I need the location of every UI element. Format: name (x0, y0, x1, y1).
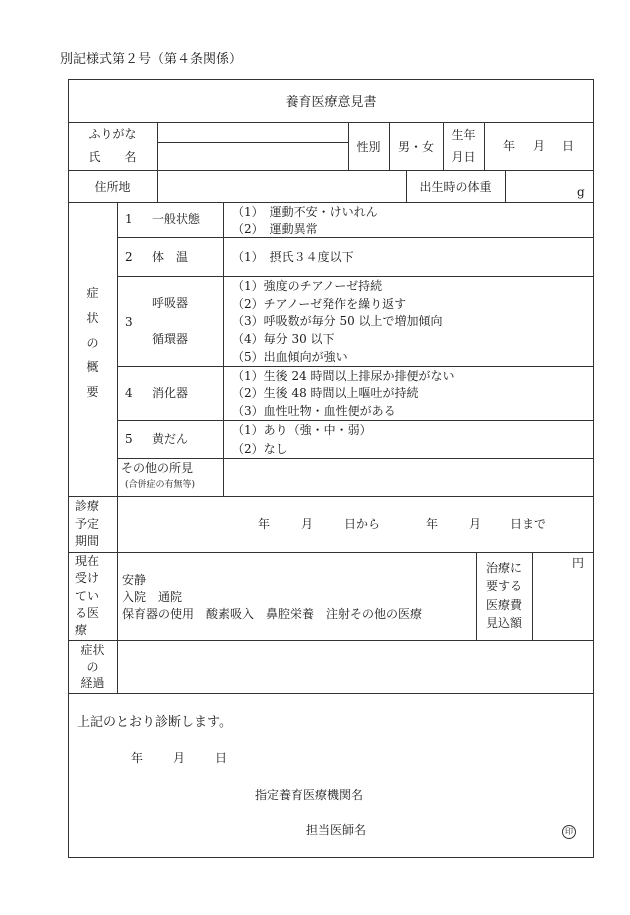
name-field[interactable] (158, 143, 347, 169)
name-label: 氏 名 (88, 149, 137, 164)
furigana-label: ふりがな (88, 126, 137, 141)
course-label: 症状 の 経過 (80, 643, 105, 690)
dob-label: 生年 月日 (451, 128, 476, 164)
item-5-name: 黄だん (152, 432, 189, 446)
period-to-day: 日まで (510, 517, 547, 531)
item-5-details: （1）あり（強・中・弱） （2）なし (232, 423, 372, 456)
item-4-num: 4 (125, 386, 133, 400)
dob-month: 月 (533, 139, 546, 153)
period-from-month: 月 (301, 517, 314, 531)
item-1-num: 1 (125, 212, 133, 226)
treatment-rest[interactable]: 安静 (122, 573, 147, 587)
cost-estimate-label: 治療に 要する 医療費 見込額 (485, 561, 522, 630)
treatment-methods[interactable]: 保育器の使用 酸素吸入 鼻腔栄養 注射その他の医療 (122, 607, 423, 621)
address-field[interactable] (158, 171, 405, 201)
item-3-num: 3 (125, 315, 133, 329)
item-2-num: 2 (125, 250, 133, 264)
item-1-details: （1） 運動不安・けいれん （2） 運動異常 (232, 204, 378, 236)
seal-icon: 印 (562, 822, 576, 839)
item-4-name: 消化器 (152, 386, 189, 400)
form-code: 別記様式第２号（第４条関係） (60, 52, 243, 67)
cost-field[interactable] (533, 572, 593, 638)
item-3-details: （1）強度のチアノーゼ持続 （2）チアノーゼ発作を繰り返す （3）呼吸数が毎分 50 以上で増加傾向 （4）毎分 30 以下 （5）出血傾向が強い (232, 278, 443, 365)
item-3-name-circulatory: 循環器 (152, 332, 189, 346)
symptoms-section-label: 症 状 の 概 要 (86, 286, 99, 399)
period-to-month: 月 (469, 517, 482, 531)
other-findings-label: その他の所見 (121, 461, 194, 475)
period-from-year: 年 (258, 517, 271, 531)
weight-unit: g (577, 185, 585, 199)
treatment-admission[interactable]: 入院 通院 (122, 590, 183, 604)
sex-options[interactable]: 男・女 (397, 139, 434, 154)
form-title: 養育医療意見書 (285, 95, 377, 110)
cost-unit: 円 (572, 556, 585, 570)
diagnosis-statement: 上記のとおり診断します。 (77, 715, 232, 730)
furigana-field[interactable] (158, 123, 347, 141)
course-field[interactable] (118, 641, 593, 692)
footer-date-year: 年 (131, 751, 144, 765)
item-2-name: 体 温 (152, 250, 189, 264)
birth-weight-label: 出生時の体重 (419, 179, 492, 194)
dob-day: 日 (562, 139, 575, 153)
dob-year: 年 (503, 139, 516, 153)
doctor-label: 担当医師名 (306, 823, 367, 837)
footer-date-day: 日 (215, 751, 228, 765)
item-4-details: （1）生後 24 時間以上排尿か排便がない （2）生後 48 時間以上嘔吐が持続 （3）血性吐物・血性便がある (232, 368, 455, 419)
address-label: 住所地 (94, 179, 131, 194)
other-findings-sub: (合併症の有無等) (125, 480, 196, 490)
sex-label: 性別 (356, 139, 381, 154)
period-label: 診療 予定 期間 (75, 499, 100, 548)
period-from-day: 日から (344, 517, 381, 531)
footer-date-month: 月 (173, 751, 186, 765)
period-to-year: 年 (426, 517, 439, 531)
item-5-num: 5 (125, 432, 133, 446)
item-1-name: 一般状態 (152, 212, 201, 226)
other-findings-field[interactable] (224, 459, 593, 495)
item-2-details: （1） 摂氏３４度以下 (232, 250, 354, 264)
institution-label: 指定養育医療機関名 (255, 788, 364, 802)
current-treatment-label: 現在 受け てい る医 療 (75, 554, 100, 637)
item-3-name-respiratory: 呼吸器 (152, 296, 189, 310)
